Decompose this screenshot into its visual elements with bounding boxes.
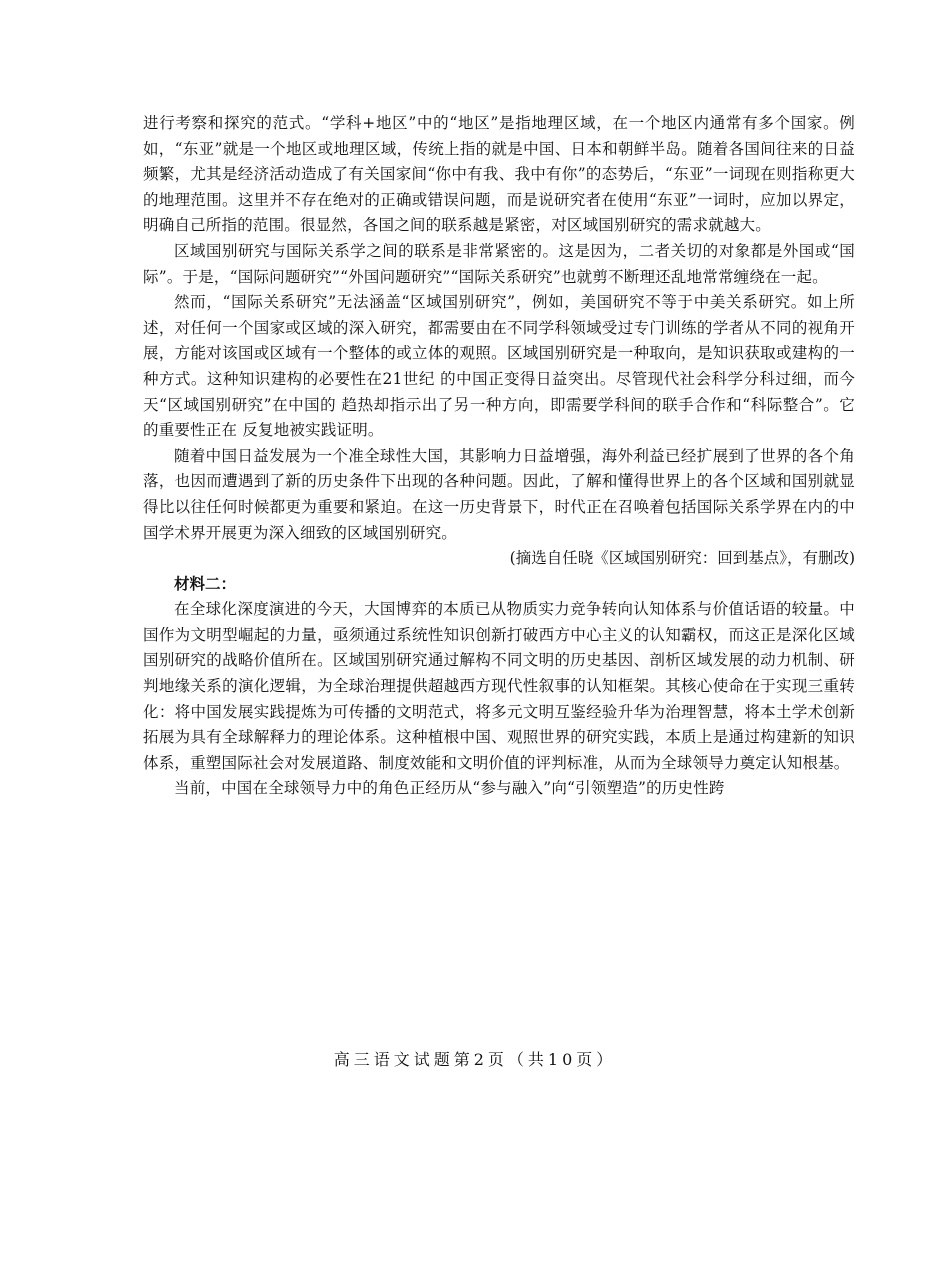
paragraph-1: 进行考察和探究的范式。“学科+地区”中的“地区”是指地理区域，在一个地区内通常有多个国家。例如，“东亚”就是一个地区或地理区域，传统上指的就是中国、日本和朝鲜半岛。随着各国间往来的日益频繁，尤其是经济活动造成了有关国家间“你中有我、我中有你”的态势后，“东亚”一词现在则指称更大的地理范围。这里并不存在绝对的正确或错误问题，而是说研究者在使用“东亚”一词时，应加以界定，明确自己所指的范围。很显然，各国之间的联系越是紧密，对区域国别研究的需求就越大。: [143, 114, 855, 235]
paragraph-5: 在全球化深度演进的今天，大国博弈的本质已从物质实力竞争转向认知体系与价值话语的较量。中国作为文明型崛起的力量，亟须通过系统性知识创新打破西方中心主义的认知霸权，而这正是深化区域国别研究的战略价值所在。区域国别研究通过解构不同文明的历史基因、剖析区域发展的动力机制、研判地缘关系的演化逻辑，为全球治理提供超越西方现代性叙事的认知框架。其核心使命在于实现三重转化：将中国发展实践提炼为可传播的文明范式，将多元文明互鉴经验升华为治理智慧，将本土学术创新拓展为具有全球解释力的理论体系。这种植根中国、观照世界的研究实践，本质上是通过构建新的知识体系，重塑国际社会对发展道路、制度效能和文明价值的评判标准，从而为全球领导力奠定认知根基。: [143, 600, 855, 772]
paragraph-3: 然而，“国际关系研究”无法涵盖“区域国别研究”，例如，美国研究不等于中美关系研究。如上所述，对任何一个国家或区域的深入研究，都需要由在不同学科领域受过专门训练的学者从不同的视角开展，方能对该国或区域有一个整体的或立体的观照。区域国别研究是一种取向，是知识获取或建构的一种方式。这种知识建构的必要性在21世纪 的中国正变得日益突出。尽管现代社会科学分科过细，而今天“区域国别研究”在中国的 趋热却指示出了另一种方向，即需要学科间的联手合作和“科际整合”。它的重要性正在 反复地被实践证明。: [143, 293, 855, 440]
source-citation: (摘选自任晓《区域国别研究：回到基点》，有删改): [509, 549, 855, 568]
page-body: [143, 111, 855, 802]
paragraph-6: 当前，中国在全球领导力中的角色正经历从“参与融入”向“引领塑造”的历史性跨: [174, 779, 725, 798]
paragraph-4: 随着中国日益发展为一个准全球性大国，其影响力日益增强，海外利益已经扩展到了世界的各个角落，也因而遭遇到了新的历史条件下出现的各种问题。因此，了解和懂得世界上的各个区域和国别就显得比以往任何时候都更为重要和紧迫。在这一历史背景下，时代正在召唤着包括国际关系学界在内的中国学术界开展更为深入细致的区域国别研究。: [143, 446, 855, 542]
paragraph-2: 区域国别研究与国际关系学之间的联系是非常紧密的。这是因为，二者关切的对象都是外国或“国际”。于是，“国际问题研究”“外国问题研究”“国际关系研究”也就剪不断理还乱地常常缠绕在一起。: [143, 241, 855, 286]
page-footer: 高三语文试题第2页（共10页）: [333, 1050, 617, 1069]
material-two-heading: 材料二：: [174, 574, 237, 593]
